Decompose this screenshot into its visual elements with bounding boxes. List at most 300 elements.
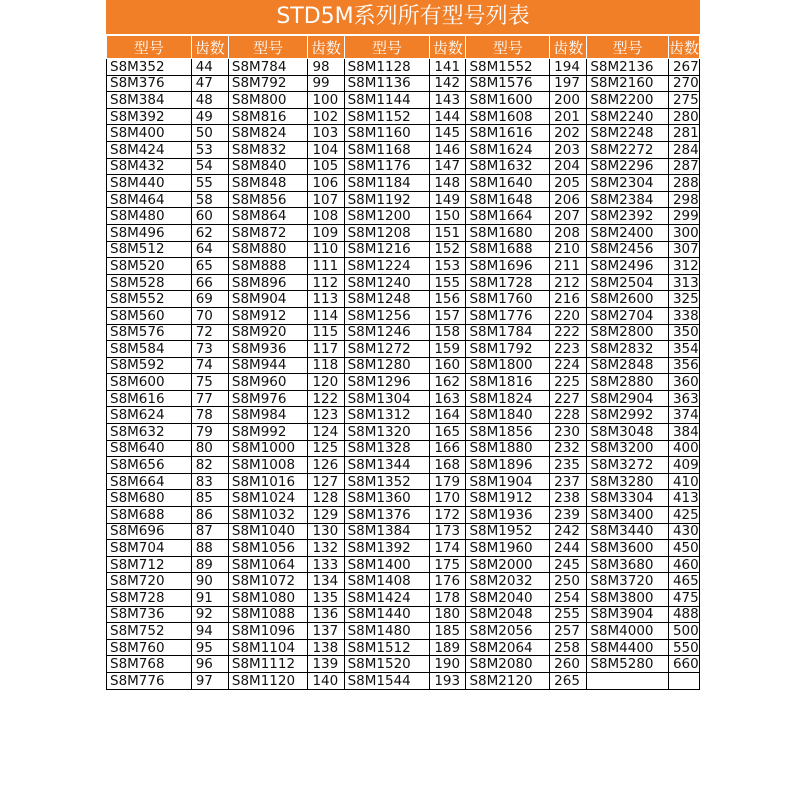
model-cell: S8M1640 xyxy=(466,175,550,192)
teeth-cell: 230 xyxy=(550,424,587,441)
teeth-cell: 96 xyxy=(191,656,228,673)
teeth-cell: 130 xyxy=(308,523,344,540)
model-cell: S8M768 xyxy=(107,656,192,673)
model-cell: S8M792 xyxy=(228,75,308,92)
model-cell: S8M464 xyxy=(107,191,192,208)
teeth-cell: 425 xyxy=(668,507,699,524)
teeth-cell: 163 xyxy=(430,390,466,407)
model-cell: S8M936 xyxy=(228,341,308,358)
model-cell: S8M3440 xyxy=(587,523,669,540)
table-row xyxy=(107,307,700,324)
table-row xyxy=(107,656,700,673)
model-cell: S8M704 xyxy=(107,540,192,557)
teeth-cell: 204 xyxy=(550,158,587,175)
model-cell: S8M2272 xyxy=(587,141,669,158)
teeth-cell: 356 xyxy=(668,357,699,374)
model-cell: S8M1760 xyxy=(466,291,550,308)
model-cell: S8M800 xyxy=(228,92,308,109)
model-cell: S8M2160 xyxy=(587,75,669,92)
model-cell: S8M1520 xyxy=(344,656,430,673)
teeth-cell: 74 xyxy=(191,357,228,374)
model-cell: S8M1144 xyxy=(344,92,430,109)
teeth-cell: 280 xyxy=(668,108,699,125)
model-cell: S8M1480 xyxy=(344,623,430,640)
teeth-cell: 107 xyxy=(308,191,344,208)
teeth-cell: 91 xyxy=(191,590,228,607)
model-cell: S8M2848 xyxy=(587,357,669,374)
model-cell: S8M2504 xyxy=(587,274,669,291)
teeth-cell: 127 xyxy=(308,473,344,490)
teeth-cell: 82 xyxy=(191,457,228,474)
model-cell: S8M1096 xyxy=(228,623,308,640)
teeth-cell: 312 xyxy=(668,258,699,275)
header-model: 型号 xyxy=(344,36,430,59)
model-cell: S8M696 xyxy=(107,523,192,540)
model-cell: S8M1648 xyxy=(466,191,550,208)
teeth-cell: 325 xyxy=(668,291,699,308)
teeth-cell: 83 xyxy=(191,473,228,490)
model-cell: S8M2904 xyxy=(587,390,669,407)
teeth-cell: 117 xyxy=(308,341,344,358)
table-row xyxy=(107,108,700,125)
teeth-cell: 120 xyxy=(308,374,344,391)
teeth-cell: 87 xyxy=(191,523,228,540)
model-cell: S8M720 xyxy=(107,573,192,590)
teeth-cell: 85 xyxy=(191,490,228,507)
model-cell: S8M2240 xyxy=(587,108,669,125)
model-cell: S8M904 xyxy=(228,291,308,308)
model-cell: S8M1544 xyxy=(344,672,430,689)
model-cell: S8M960 xyxy=(228,374,308,391)
teeth-cell: 153 xyxy=(430,258,466,275)
model-cell: S8M1824 xyxy=(466,390,550,407)
teeth-cell: 194 xyxy=(550,59,587,76)
model-cell: S8M1384 xyxy=(344,523,430,540)
model-cell: S8M520 xyxy=(107,258,192,275)
model-cell: S8M3200 xyxy=(587,440,669,457)
teeth-cell: 239 xyxy=(550,507,587,524)
model-cell: S8M424 xyxy=(107,141,192,158)
model-cell: S8M1960 xyxy=(466,540,550,557)
teeth-cell: 298 xyxy=(668,191,699,208)
model-cell: S8M1392 xyxy=(344,540,430,557)
teeth-cell: 242 xyxy=(550,523,587,540)
teeth-cell: 258 xyxy=(550,639,587,656)
teeth-cell: 60 xyxy=(191,208,228,225)
table-row xyxy=(107,523,700,540)
teeth-cell: 299 xyxy=(668,208,699,225)
teeth-cell: 201 xyxy=(550,108,587,125)
model-cell: S8M4000 xyxy=(587,623,669,640)
model-cell: S8M1424 xyxy=(344,590,430,607)
teeth-cell: 135 xyxy=(308,590,344,607)
teeth-cell: 363 xyxy=(668,390,699,407)
teeth-cell: 202 xyxy=(550,125,587,142)
model-cell: S8M1440 xyxy=(344,606,430,623)
teeth-cell: 160 xyxy=(430,357,466,374)
teeth-cell: 384 xyxy=(668,424,699,441)
model-cell: S8M1256 xyxy=(344,307,430,324)
model-cell: S8M1080 xyxy=(228,590,308,607)
teeth-cell: 125 xyxy=(308,440,344,457)
model-cell: S8M1728 xyxy=(466,274,550,291)
table-row xyxy=(107,208,700,225)
model-cell: S8M880 xyxy=(228,241,308,258)
teeth-cell: 172 xyxy=(430,507,466,524)
teeth-cell: 156 xyxy=(430,291,466,308)
model-cell: S8M1512 xyxy=(344,639,430,656)
teeth-cell: 354 xyxy=(668,341,699,358)
teeth-cell: 141 xyxy=(430,59,466,76)
model-cell: S8M1880 xyxy=(466,440,550,457)
model-cell: S8M2000 xyxy=(466,556,550,573)
table-row xyxy=(107,507,700,524)
model-cell: S8M1632 xyxy=(466,158,550,175)
teeth-cell: 222 xyxy=(550,324,587,341)
teeth-cell: 151 xyxy=(430,224,466,241)
teeth-cell: 265 xyxy=(550,672,587,689)
model-cell: S8M912 xyxy=(228,307,308,324)
model-cell: S8M2064 xyxy=(466,639,550,656)
teeth-cell: 106 xyxy=(308,175,344,192)
model-cell: S8M1192 xyxy=(344,191,430,208)
model-cell: S8M3280 xyxy=(587,473,669,490)
teeth-cell: 267 xyxy=(668,59,699,76)
teeth-cell: 210 xyxy=(550,241,587,258)
model-cell: S8M1032 xyxy=(228,507,308,524)
model-cell: S8M528 xyxy=(107,274,192,291)
teeth-cell: 47 xyxy=(191,75,228,92)
model-cell: S8M2304 xyxy=(587,175,669,192)
model-cell: S8M896 xyxy=(228,274,308,291)
model-cell: S8M1216 xyxy=(344,241,430,258)
model-cell: S8M856 xyxy=(228,191,308,208)
teeth-cell: 89 xyxy=(191,556,228,573)
teeth-cell: 80 xyxy=(191,440,228,457)
teeth-cell: 176 xyxy=(430,573,466,590)
model-cell: S8M640 xyxy=(107,440,192,457)
teeth-cell: 500 xyxy=(668,623,699,640)
model-cell: S8M2400 xyxy=(587,224,669,241)
model-cell: S8M976 xyxy=(228,390,308,407)
model-cell: S8M592 xyxy=(107,357,192,374)
teeth-cell: 212 xyxy=(550,274,587,291)
model-cell: S8M2296 xyxy=(587,158,669,175)
model-cell: S8M1280 xyxy=(344,357,430,374)
table-row xyxy=(107,606,700,623)
teeth-cell: 95 xyxy=(191,639,228,656)
teeth-cell: 235 xyxy=(550,457,587,474)
teeth-cell: 144 xyxy=(430,108,466,125)
model-cell: S8M3600 xyxy=(587,540,669,557)
model-cell: S8M2080 xyxy=(466,656,550,673)
model-cell: S8M1240 xyxy=(344,274,430,291)
teeth-cell: 65 xyxy=(191,258,228,275)
table-row xyxy=(107,490,700,507)
model-cell: S8M1176 xyxy=(344,158,430,175)
table-row xyxy=(107,224,700,241)
model-cell: S8M2056 xyxy=(466,623,550,640)
model-cell: S8M2248 xyxy=(587,125,669,142)
teeth-cell: 137 xyxy=(308,623,344,640)
model-cell: S8M824 xyxy=(228,125,308,142)
model-cell: S8M1320 xyxy=(344,424,430,441)
teeth-cell: 170 xyxy=(430,490,466,507)
teeth-cell: 488 xyxy=(668,606,699,623)
model-cell: S8M2048 xyxy=(466,606,550,623)
model-cell: S8M1688 xyxy=(466,241,550,258)
model-cell: S8M1296 xyxy=(344,374,430,391)
model-cell: S8M888 xyxy=(228,258,308,275)
teeth-cell: 281 xyxy=(668,125,699,142)
model-cell: S8M1680 xyxy=(466,224,550,241)
table-row xyxy=(107,556,700,573)
teeth-cell: 150 xyxy=(430,208,466,225)
teeth-cell: 180 xyxy=(430,606,466,623)
teeth-cell: 145 xyxy=(430,125,466,142)
model-cell: S8M1072 xyxy=(228,573,308,590)
model-cell: S8M480 xyxy=(107,208,192,225)
teeth-cell: 142 xyxy=(430,75,466,92)
teeth-cell: 238 xyxy=(550,490,587,507)
teeth-cell: 203 xyxy=(550,141,587,158)
teeth-cell: 338 xyxy=(668,307,699,324)
model-cell: S8M728 xyxy=(107,590,192,607)
table-body xyxy=(107,59,700,690)
model-cell: S8M1936 xyxy=(466,507,550,524)
model-cell: S8M1064 xyxy=(228,556,308,573)
model-list-sheet xyxy=(106,0,700,800)
teeth-cell: 111 xyxy=(308,258,344,275)
teeth-cell: 155 xyxy=(430,274,466,291)
teeth-cell: 165 xyxy=(430,424,466,441)
header-model: 型号 xyxy=(587,36,669,59)
header-model: 型号 xyxy=(228,36,308,59)
model-cell: S8M584 xyxy=(107,341,192,358)
model-cell: S8M2496 xyxy=(587,258,669,275)
teeth-cell: 108 xyxy=(308,208,344,225)
teeth-cell: 275 xyxy=(668,92,699,109)
table-row xyxy=(107,440,700,457)
model-cell: S8M1400 xyxy=(344,556,430,573)
teeth-cell: 138 xyxy=(308,639,344,656)
table-row xyxy=(107,573,700,590)
teeth-cell: 124 xyxy=(308,424,344,441)
model-cell: S8M400 xyxy=(107,125,192,142)
teeth-cell: 206 xyxy=(550,191,587,208)
model-cell: S8M1248 xyxy=(344,291,430,308)
model-cell: S8M5280 xyxy=(587,656,669,673)
teeth-cell: 164 xyxy=(430,407,466,424)
model-cell: S8M1224 xyxy=(344,258,430,275)
model-cell: S8M1792 xyxy=(466,341,550,358)
model-cell: S8M3800 xyxy=(587,590,669,607)
model-cell: S8M1328 xyxy=(344,440,430,457)
teeth-cell: 104 xyxy=(308,141,344,158)
model-cell: S8M1184 xyxy=(344,175,430,192)
teeth-cell: 128 xyxy=(308,490,344,507)
teeth-cell: 216 xyxy=(550,291,587,308)
teeth-cell: 360 xyxy=(668,374,699,391)
model-cell: S8M1776 xyxy=(466,307,550,324)
teeth-cell: 244 xyxy=(550,540,587,557)
table-row xyxy=(107,672,700,689)
model-cell: S8M2392 xyxy=(587,208,669,225)
teeth-cell: 225 xyxy=(550,374,587,391)
teeth-cell: 152 xyxy=(430,241,466,258)
model-cell xyxy=(587,672,669,689)
teeth-cell: 465 xyxy=(668,573,699,590)
teeth-cell: 250 xyxy=(550,573,587,590)
teeth-cell: 94 xyxy=(191,623,228,640)
teeth-cell: 99 xyxy=(308,75,344,92)
model-cell: S8M1056 xyxy=(228,540,308,557)
teeth-cell: 197 xyxy=(550,75,587,92)
model-cell: S8M1104 xyxy=(228,639,308,656)
teeth-cell: 140 xyxy=(308,672,344,689)
model-cell: S8M784 xyxy=(228,59,308,76)
teeth-cell: 49 xyxy=(191,108,228,125)
model-cell: S8M4400 xyxy=(587,639,669,656)
header-teeth: 齿数 xyxy=(430,36,466,59)
teeth-cell: 146 xyxy=(430,141,466,158)
table-row xyxy=(107,92,700,109)
model-cell: S8M1816 xyxy=(466,374,550,391)
teeth-cell: 70 xyxy=(191,307,228,324)
header-teeth: 齿数 xyxy=(191,36,228,59)
model-cell: S8M2384 xyxy=(587,191,669,208)
model-cell: S8M992 xyxy=(228,424,308,441)
model-cell: S8M3048 xyxy=(587,424,669,441)
model-cell: S8M1344 xyxy=(344,457,430,474)
model-cell: S8M624 xyxy=(107,407,192,424)
model-cell: S8M1024 xyxy=(228,490,308,507)
teeth-cell: 69 xyxy=(191,291,228,308)
teeth-cell: 158 xyxy=(430,324,466,341)
model-cell: S8M664 xyxy=(107,473,192,490)
teeth-cell: 307 xyxy=(668,241,699,258)
teeth-cell: 143 xyxy=(430,92,466,109)
teeth-cell: 475 xyxy=(668,590,699,607)
model-cell: S8M1152 xyxy=(344,108,430,125)
teeth-cell: 185 xyxy=(430,623,466,640)
model-cell: S8M1624 xyxy=(466,141,550,158)
teeth-cell: 126 xyxy=(308,457,344,474)
model-cell: S8M848 xyxy=(228,175,308,192)
model-cell: S8M2992 xyxy=(587,407,669,424)
model-cell: S8M376 xyxy=(107,75,192,92)
table-row xyxy=(107,457,700,474)
teeth-cell: 157 xyxy=(430,307,466,324)
teeth-cell: 189 xyxy=(430,639,466,656)
model-cell: S8M1360 xyxy=(344,490,430,507)
model-cell: S8M1016 xyxy=(228,473,308,490)
table-row xyxy=(107,341,700,358)
model-cell: S8M496 xyxy=(107,224,192,241)
teeth-cell: 287 xyxy=(668,158,699,175)
model-cell: S8M2040 xyxy=(466,590,550,607)
model-cell: S8M440 xyxy=(107,175,192,192)
teeth-cell: 460 xyxy=(668,556,699,573)
teeth-cell: 254 xyxy=(550,590,587,607)
teeth-cell: 300 xyxy=(668,224,699,241)
teeth-cell: 77 xyxy=(191,390,228,407)
model-cell: S8M2136 xyxy=(587,59,669,76)
table-row xyxy=(107,191,700,208)
teeth-cell: 550 xyxy=(668,639,699,656)
model-cell: S8M1040 xyxy=(228,523,308,540)
teeth-cell: 200 xyxy=(550,92,587,109)
teeth-cell: 103 xyxy=(308,125,344,142)
teeth-cell: 284 xyxy=(668,141,699,158)
teeth-cell: 173 xyxy=(430,523,466,540)
teeth-cell: 237 xyxy=(550,473,587,490)
model-cell: S8M3272 xyxy=(587,457,669,474)
table-row xyxy=(107,590,700,607)
teeth-cell: 410 xyxy=(668,473,699,490)
model-cell: S8M384 xyxy=(107,92,192,109)
model-cell: S8M840 xyxy=(228,158,308,175)
model-cell: S8M752 xyxy=(107,623,192,640)
teeth-cell: 409 xyxy=(668,457,699,474)
model-cell: S8M872 xyxy=(228,224,308,241)
teeth-cell: 193 xyxy=(430,672,466,689)
teeth-cell: 205 xyxy=(550,175,587,192)
teeth-cell: 220 xyxy=(550,307,587,324)
teeth-cell: 114 xyxy=(308,307,344,324)
teeth-cell: 110 xyxy=(308,241,344,258)
table-row xyxy=(107,623,700,640)
model-cell: S8M2032 xyxy=(466,573,550,590)
model-cell: S8M3304 xyxy=(587,490,669,507)
teeth-cell: 255 xyxy=(550,606,587,623)
teeth-cell: 257 xyxy=(550,623,587,640)
table-row xyxy=(107,540,700,557)
model-cell: S8M1160 xyxy=(344,125,430,142)
teeth-cell: 72 xyxy=(191,324,228,341)
teeth-cell: 115 xyxy=(308,324,344,341)
teeth-cell: 123 xyxy=(308,407,344,424)
teeth-cell: 55 xyxy=(191,175,228,192)
teeth-cell: 62 xyxy=(191,224,228,241)
model-cell: S8M1952 xyxy=(466,523,550,540)
teeth-cell: 313 xyxy=(668,274,699,291)
table-row xyxy=(107,258,700,275)
model-cell: S8M3400 xyxy=(587,507,669,524)
teeth-cell: 113 xyxy=(308,291,344,308)
table-row xyxy=(107,141,700,158)
model-cell: S8M984 xyxy=(228,407,308,424)
model-cell: S8M1000 xyxy=(228,440,308,457)
table-row xyxy=(107,390,700,407)
teeth-cell: 413 xyxy=(668,490,699,507)
teeth-cell: 223 xyxy=(550,341,587,358)
table-row xyxy=(107,407,700,424)
table-row xyxy=(107,158,700,175)
teeth-cell: 450 xyxy=(668,540,699,557)
teeth-cell: 174 xyxy=(430,540,466,557)
model-cell: S8M1616 xyxy=(466,125,550,142)
model-cell: S8M2120 xyxy=(466,672,550,689)
teeth-cell: 133 xyxy=(308,556,344,573)
model-cell: S8M1376 xyxy=(344,507,430,524)
teeth-cell: 129 xyxy=(308,507,344,524)
teeth-cell: 92 xyxy=(191,606,228,623)
teeth-cell: 374 xyxy=(668,407,699,424)
teeth-cell: 224 xyxy=(550,357,587,374)
model-cell: S8M1856 xyxy=(466,424,550,441)
model-cell: S8M1600 xyxy=(466,92,550,109)
